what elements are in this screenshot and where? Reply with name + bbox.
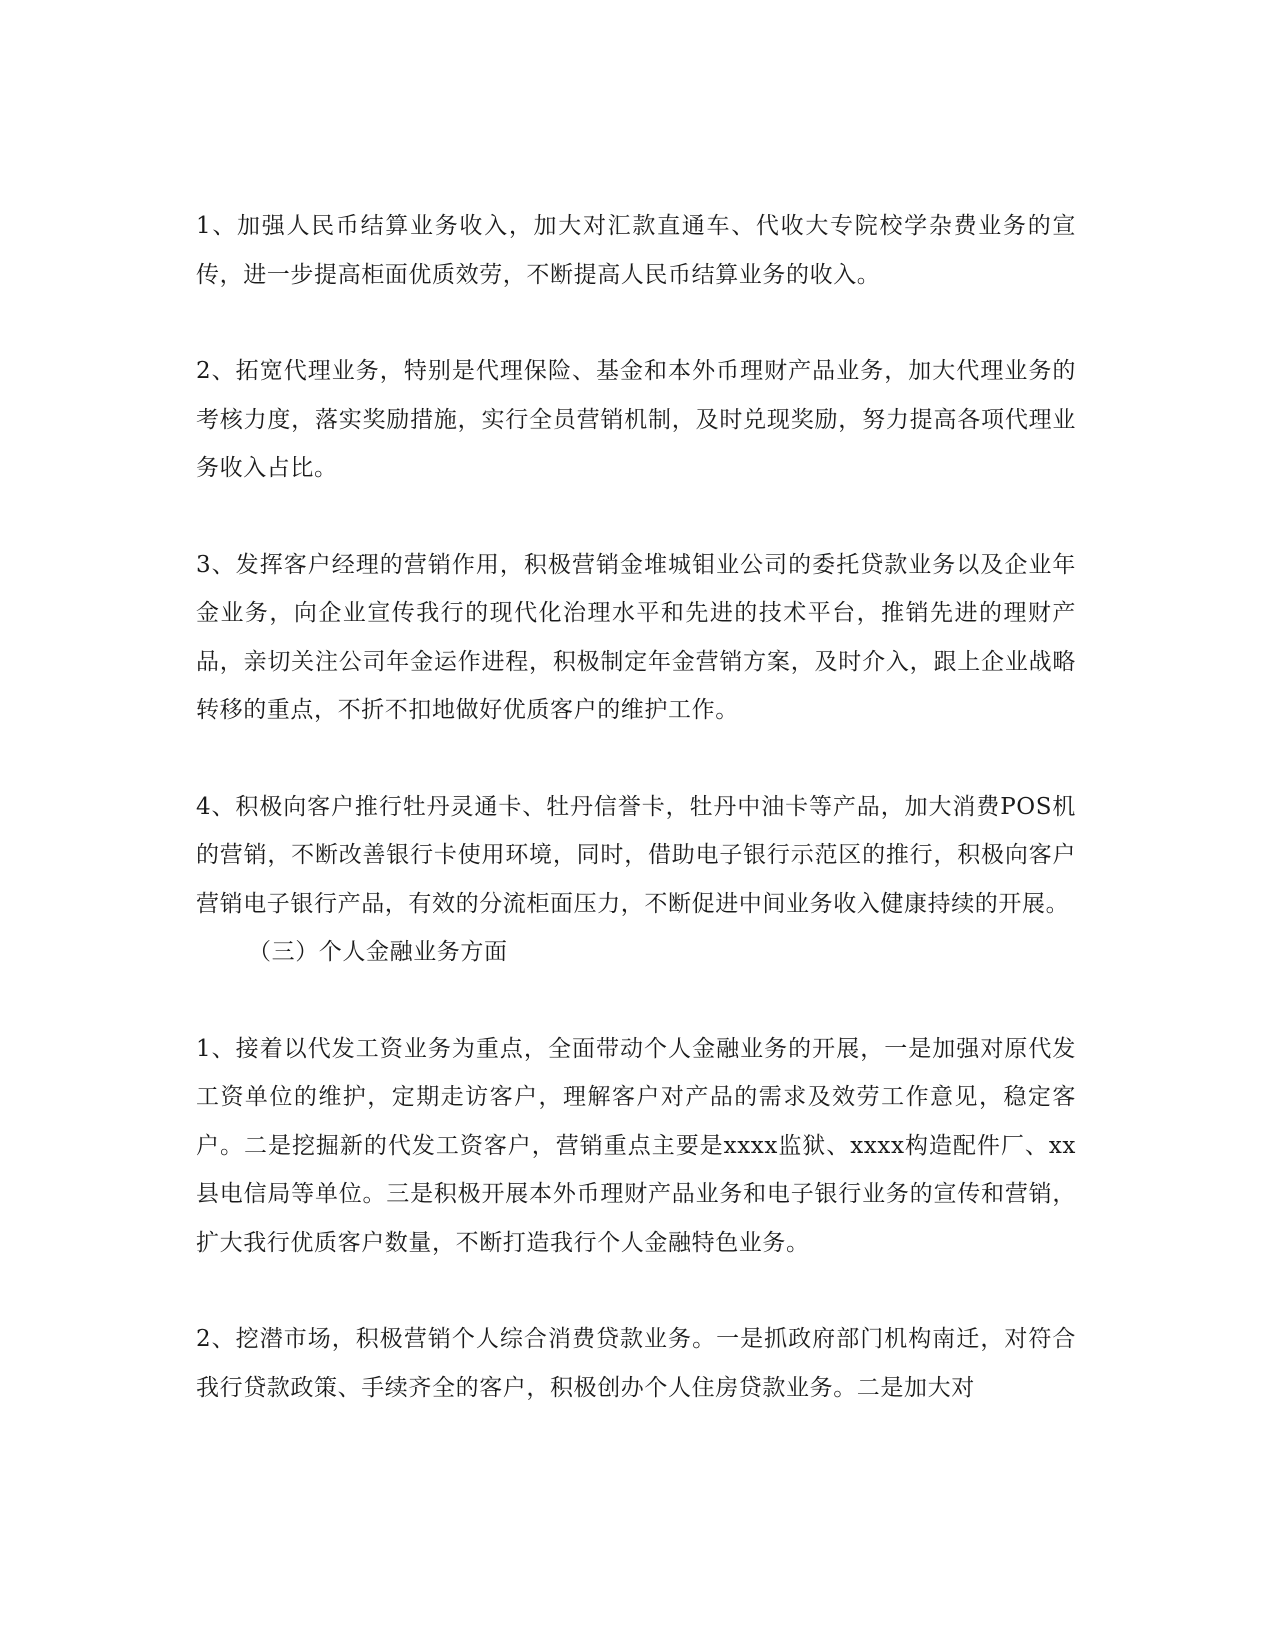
section-paragraph-1: 1、接着以代发工资业务为重点，全面带动个人金融业务的开展，一是加强对原代发工资单位的维护，定期走访客户，理解客户对产品的需求及效劳工作意见，稳定客户。二是挖掘新的代发工资客户，营销重点主要是xxxx监狱、xxxx构造配件厂、xx县电信局等单位。三是积极开展本外币理财产品业务和电子银行业务的宣传和营销，扩大我行优质客户数量，不断打造我行个人金融特色业务。 (196, 1035, 1076, 1256)
paragraph-3: 3、发挥客户经理的营销作用，积极营销金堆城钼业公司的委托贷款业务以及企业年金业务，向企业宣传我行的现代化治理水平和先进的技术平台，推销先进的理财产品，亲切关注公司年金运作进程，积极制定年金营销方案，及时介入，跟上企业战略转移的重点，不折不扣地做好优质客户的维护工作。 (196, 551, 1076, 723)
section-paragraph-2: 2、挖潜市场，积极营销个人综合消费贷款业务。一是抓政府部门机构南迁，对符合我行贷款政策、手续齐全的客户，积极创办个人住房贷款业务。二是加大对 (196, 1326, 1076, 1401)
paragraph-2: 2、拓宽代理业务，特别是代理保险、基金和本外币理财产品业务，加大代理业务的考核力度，落实奖励措施，实行全员营销机制，及时兑现奖励，努力提高各项代理业务收入占比。 (196, 358, 1076, 481)
section-heading: （三）个人金融业务方面 (248, 939, 508, 965)
paragraph-4: 4、积极向客户推行牡丹灵通卡、牡丹信誉卡，牡丹中油卡等产品，加大消费POS机的营销，不断改善银行卡使用环境，同时，借助电子银行示范区的推行，积极向客户营销电子银行产品，有效的分流柜面压力，不断促进中间业务收入健康持续的开展。 (196, 793, 1076, 917)
document-body (196, 202, 1076, 1412)
paragraph-1: 1、加强人民币结算业务收入，加大对汇款直通车、代收大专院校学杂费业务的宣传，进一步提高柜面优质效劳，不断提高人民币结算业务的收入。 (196, 213, 1076, 288)
